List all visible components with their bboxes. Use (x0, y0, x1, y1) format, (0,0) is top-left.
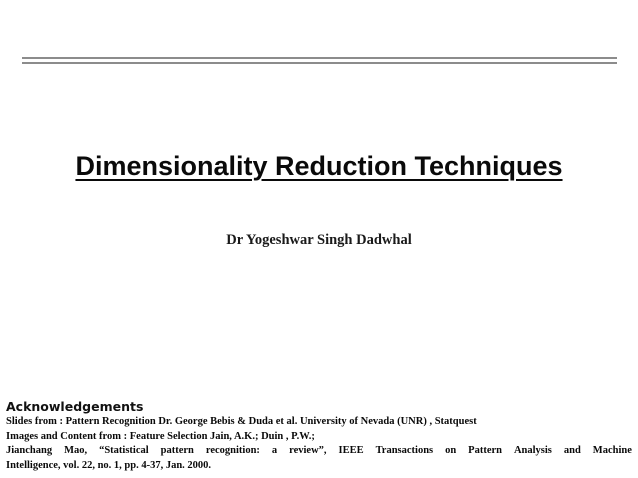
acknowledgement-word: and (563, 445, 581, 456)
acknowledgement-word: pattern (160, 445, 194, 456)
acknowledgement-word: Mao, (64, 445, 88, 456)
acknowledgement-word: Pattern (468, 445, 502, 456)
acknowledgements-section (6, 398, 632, 473)
acknowledgement-line-3 (6, 444, 632, 459)
acknowledgement-word: Transactions (375, 445, 434, 456)
header-rule-bottom (22, 62, 617, 64)
author-name: Dr Yogeshwar Singh Dadwhal (226, 232, 412, 248)
acknowledgement-word: IEEE (338, 445, 364, 456)
slide-title: Dimensionality Reduction Techniques (75, 151, 563, 181)
acknowledgement-line-4: Intelligence, vol. 22, no. 1, pp. 4-37, Jan. 2000. (6, 459, 212, 471)
header-rule-top (22, 57, 617, 59)
acknowledgement-line-2: Images and Content from : Feature Selection Jain, A.K.; Duin , P.W.; (6, 430, 315, 442)
acknowledgement-word: a (271, 445, 278, 456)
acknowledgement-word: on (445, 445, 457, 456)
acknowledgement-word: Jianchang (6, 445, 53, 456)
acknowledgement-word: review”, (289, 445, 327, 456)
acknowledgement-word: Analysis (513, 445, 552, 456)
acknowledgement-word: Machine (592, 445, 632, 456)
acknowledgement-word: “Statistical (99, 445, 149, 456)
acknowledgement-word: recognition: (205, 445, 260, 456)
acknowledgements-heading: Acknowledgements (6, 399, 144, 414)
acknowledgement-line-1: Slides from : Pattern Recognition Dr. George Bebis & Duda et al. University of Nevada (UNR) , Statquest (6, 416, 477, 427)
acknowledgement-line-3-words (6, 444, 632, 459)
